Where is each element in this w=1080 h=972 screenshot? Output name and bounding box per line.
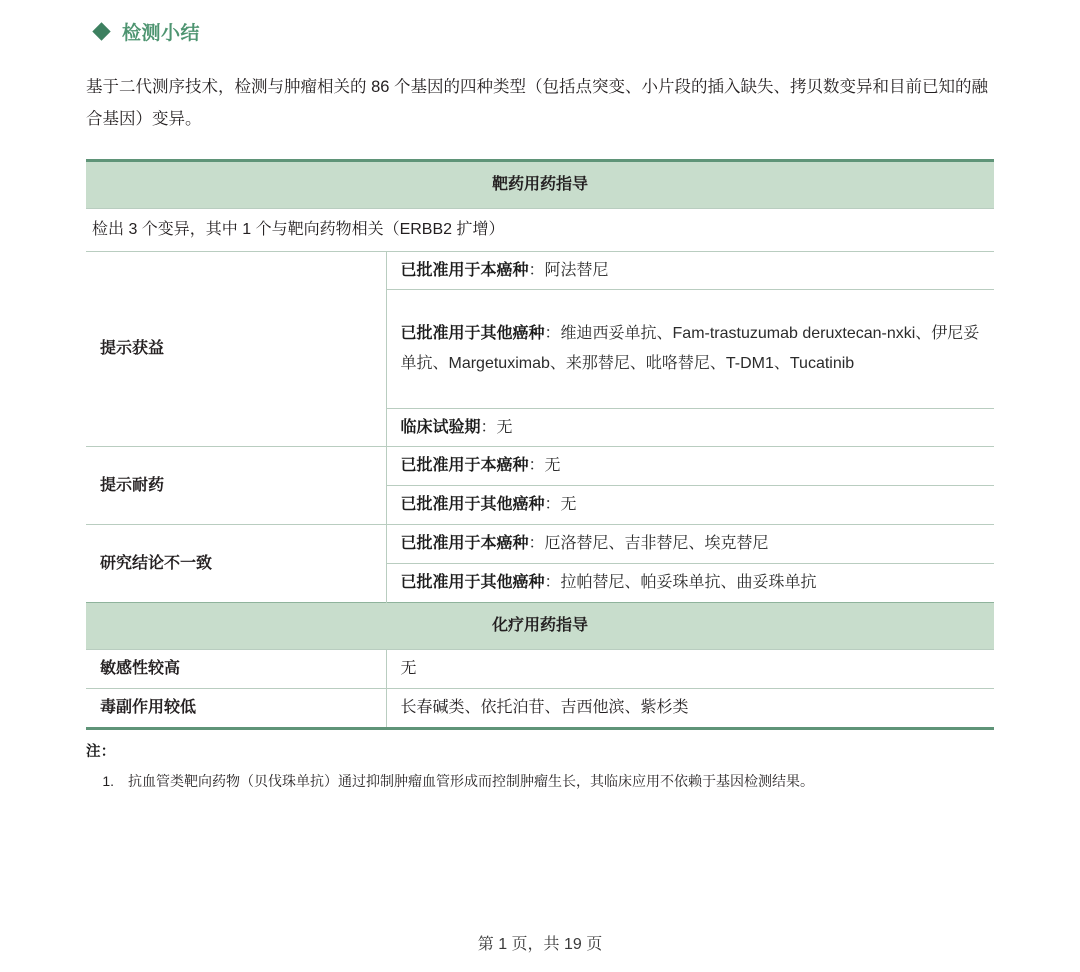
table-row xyxy=(86,209,994,252)
row-sep: ： xyxy=(544,574,561,591)
row-key: 已批准用于其他癌种 xyxy=(400,574,545,591)
targeted-therapy-band: 靶药用药指导 xyxy=(86,161,994,209)
footnote-text: 抗血管类靶向药物（贝伐珠单抗）通过抑制肿瘤血管形成而控制肿瘤生长，其临床应用不依赖于基因检测结果。 xyxy=(128,773,814,789)
row-key: 已批准用于本癌种 xyxy=(400,457,529,474)
table-row xyxy=(86,161,994,209)
chemo-label-sensitive: 敏感性较高 xyxy=(86,650,386,689)
resistance-approved-this-cancer xyxy=(386,447,994,486)
row-sep: ： xyxy=(528,535,545,552)
row-value: 无 xyxy=(560,496,577,513)
row-value: 阿法替尼 xyxy=(544,261,609,279)
row-sep: ： xyxy=(528,261,545,279)
row-key: 已批准用于本癌种 xyxy=(400,261,529,279)
footnote-list xyxy=(86,769,994,793)
row-sep: ： xyxy=(528,457,545,474)
intro-paragraph: 基于二代测序技术，检测与肿瘤相关的 86 个基因的四种类型（包括点突变、小片段的插入缺失、拷贝数变异和目前已知的融合基因）变异。 xyxy=(86,78,989,128)
group-label-resistance: 提示耐药 xyxy=(86,447,386,525)
summary-table xyxy=(86,159,994,730)
table-row xyxy=(86,603,994,650)
benefit-approved-other-cancer xyxy=(386,290,994,409)
group-label-inconsistent: 研究结论不一致 xyxy=(86,525,386,603)
table-row xyxy=(86,525,994,564)
table-row xyxy=(86,447,994,486)
group-label-benefit: 提示获益 xyxy=(86,252,386,447)
row-key: 已批准用于其他癌种 xyxy=(400,496,545,513)
row-sep: ： xyxy=(544,496,561,513)
table-row xyxy=(86,650,994,689)
benefit-clinical-trial xyxy=(386,409,994,447)
table-row xyxy=(86,252,994,290)
chemo-value-sensitive: 无 xyxy=(386,650,994,689)
footnote-block xyxy=(86,740,994,793)
resistance-approved-other-cancer xyxy=(386,486,994,525)
footnote-title: 注： xyxy=(86,744,116,760)
benefit-approved-this-cancer xyxy=(386,252,994,290)
page-title: 检测小结 xyxy=(122,22,201,44)
row-value: 无 xyxy=(544,457,561,474)
inconsistent-approved-this-cancer xyxy=(386,525,994,564)
row-sep: ： xyxy=(480,418,497,436)
footnote-number: 1. xyxy=(102,773,114,789)
row-key: 已批准用于本癌种 xyxy=(400,535,529,552)
chemotherapy-band: 化疗用药指导 xyxy=(86,603,994,650)
diamond-bullet-icon xyxy=(92,22,110,40)
table-row xyxy=(86,689,994,729)
row-sep: ： xyxy=(544,325,561,342)
list-item xyxy=(86,769,994,793)
page-footer: 第 1 页，共 19 页 xyxy=(477,936,603,953)
row-value: 拉帕替尼、帕妥珠单抗、曲妥珠单抗 xyxy=(560,574,817,591)
chemo-label-low-toxicity: 毒副作用较低 xyxy=(86,689,386,729)
row-value: 无 xyxy=(496,418,513,436)
row-key: 临床试验期 xyxy=(400,418,481,436)
page-content xyxy=(86,0,994,793)
variant-summary-note: 检出 3 个变异，其中 1 个与靶向药物相关（ERBB2 扩增） xyxy=(86,209,994,252)
inconsistent-approved-other-cancer xyxy=(386,564,994,603)
section-heading xyxy=(86,0,994,48)
row-value: 厄洛替尼、吉非替尼、埃克替尼 xyxy=(544,535,769,552)
chemo-value-low-toxicity: 长春碱类、依托泊苷、吉西他滨、紫杉类 xyxy=(386,689,994,729)
row-value: 维迪西妥单抗、Fam-trastuzumab deruxtecan-nxki、伊尼妥单抗、Margetuximab、来那替尼、吡咯替尼、T-DM1、Tucatinib xyxy=(400,325,980,372)
row-key: 已批准用于其他癌种 xyxy=(400,325,545,342)
